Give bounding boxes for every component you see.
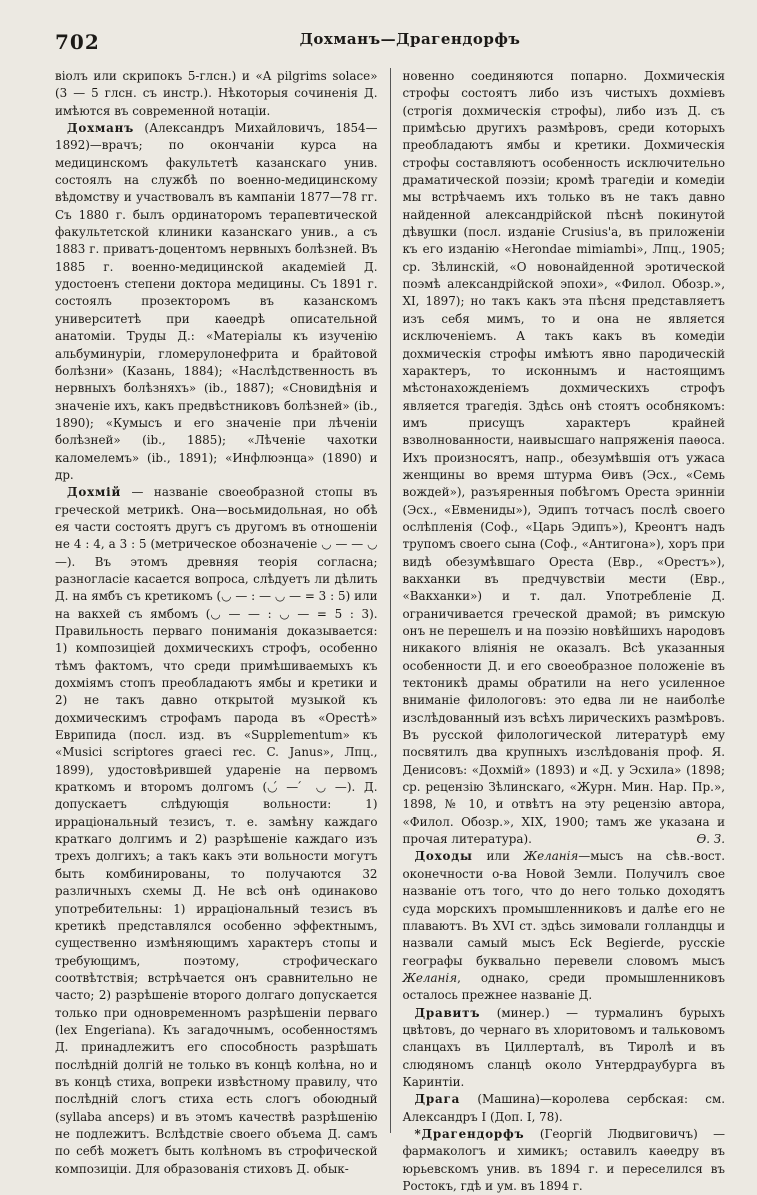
alt-name: Желанія (402, 970, 458, 985)
author-signature: Ѳ. З. (696, 832, 725, 847)
entry-text: — названіе своеобразной стопы въ греческой метрикѣ. Она—восьмидольная, но обѣ ея части состоятъ другъ съ другомъ въ отношеніи не 4 : 4, а 3 : 5 (метрическое обозначеніе ◡ — — ◡ —). Въ этомъ древняя теорія согласна; разногласіе касается вопроса, слѣдуетъ ли дѣлить Д. на ямбъ съ кретикомъ (◡ — : — ◡ — = 3 : 5) или на вакхей съ ямбомъ (◡ — — : ◡ — = 5 : 3). Правильность перваго пониманія доказывается: 1) композиціей дохмическихъ строфъ, особенно тѣмъ фактомъ, что среди примѣшиваемыхъ къ дохміямъ стопъ преобладаютъ ямбы и кретики и 2) не такъ давно открытой музыкой къ дохмическимъ строфамъ парода въ «Орестѣ» Еврипида (посл. изд. въ «Supplementum» къ «Musici scriptores graeci rec. C. Janus», Лпц., 1899), удостовѣрившей удареніе на первомъ краткомъ и второмъ долгомъ (◡́ — ́ ◡ —). Д. допускаетъ слѣдующія вольности: 1) ирраціональный тезисъ, т. е. замѣну каждаго краткаго долгимъ и 2) разрѣшеніе каждаго изъ трехъ долгихъ; а такъ какъ эти вольности могутъ быть комбинированы, то получаются 32 различныхъ схемы Д. Не всѣ онѣ одинаково употребительны: 1) ирраціональный тезисъ въ кретикѣ представлялся особенно эффектнымъ, существенно измѣняющимъ характеръ стопы и требующимъ, поэтому, строфическаго соотвѣтствія; встрѣчается онъ сравнительно не часто; 2) разрѣшеніе второго долгаго допускается только при одновременномъ разрѣшеніи перваго (lex Engeriana). Къ загадочнымъ, особенностямъ Д. принадлежитъ его способность разрѣшать послѣдній долгій не только въ концѣ колѣна, но и въ концѣ стиха, вопреки извѣстному правилу, что послѣдній слогъ стиха есть слогъ обоюдный (syllaba anceps) и въ этомъ качествѣ разрѣшенію не подлежитъ. Вслѣдствіе своего объема Д. самъ по себѣ можетъ быть колѣномъ въ строфической композиціи. Для образованія стиховъ Д. обык- (55, 485, 378, 1176)
continued-paragraph (403, 68, 726, 848)
right-column (402, 68, 726, 1193)
entry-text: новенно соединяются попарно. Дохмическія строфы состоятъ либо изъ чистыхъ дохміевъ (строгія дохмическія строфы), либо изъ Д. съ примѣсью другихъ размѣровъ, среди которыхъ преобладаютъ ямбы и кретики. Дохмическія строфы составляютъ особенность исключительно драматической поэзіи; кромѣ трагедіи и комедіи мы встрѣчаемъ ихъ только въ не такъ давно найденной александрійской пѣснѣ покинутой дѣвушки (посл. изданіе Crusius'а, въ приложеніи къ его изданію «Herondae mimiambi», Лпц., 1905; ср. Зѣлинскій, «О новонайденной эротической поэмѣ александрійской эпохи», «Филол. Обозр.», XI, 1897); но такъ какъ эта пѣсня представляетъ изъ себя мимъ, то и она не является исключеніемъ. А такъ какъ въ комедіи дохмическія строфы имѣютъ явно пародическій характеръ, то исконнымъ и настоящимъ мѣстонахожденіемъ дохмическихъ строфъ является трагедія. Здѣсь онѣ стоятъ особнякомъ: имъ присущъ характеръ крайней взволнованности, наивысшаго напряженія паѳоса. Ихъ произносятъ, напр., обезумѣвшія отъ ужаса женщины во время штурма Ѳивъ (Эсх., «Семь вождей»), разъяренныя побѣгомъ Ореста эринніи (Эсх., «Евмениды»), Эдипъ тотчасъ послѣ своего ослѣпленія (Соф., «Царь Эдипъ»), Креонтъ надъ трупомъ своего сына (Соф., «Антигона»), хоръ при видѣ обезумѣвшаго Ореста (Евр., «Орестъ»), вакханки въ предчувствіи мести (Евр., «Вакханки») и т. дал. Употребленіе Д. ограничивается греческой драмой; въ римскую онъ не перешелъ и на поэзію новѣйшихъ народовъ никакого вліянія не оказалъ. Всѣ указанныя особенности Д. и его своеобразное положеніе въ тектоникѣ драмы обратили на него усиленное вниманіе филологовъ: это едва ли не наиболѣе изслѣдованный изъ всѣхъ лирическихъ размѣровъ. Въ русской филологической литературѣ ему посвятилъ два крупныхъ изслѣдованія проф. Я. Денисовъ: «Дохмій» (1893) и «Д. у Эсхила» (1898; ср. рецензію Зѣлинскаго, «Журн. Мин. Нар. Пр.», 1898, № 10, и отвѣтъ на эту рецензію автора, «Филол. Обозр.», XIX, 1900; тамъ же указана и прочая литература). (402, 69, 725, 847)
entry-draga (403, 1091, 726, 1126)
entry-dochman (55, 120, 378, 484)
page-header (55, 30, 725, 64)
headword: Дохманъ (67, 121, 135, 136)
entry-text: или (472, 849, 524, 864)
column-divider (390, 68, 391, 1133)
entry-dragendorf (403, 1126, 726, 1195)
left-column (55, 68, 378, 1176)
headword: *Драгендорфъ (414, 1126, 525, 1141)
entry-text: (Машина)—королева сербская: см. Александръ I (Доп. I, 78). (402, 1092, 725, 1124)
entry-text: (Георгій Людвиговичъ) —фармакологъ и химикъ; оставилъ каѳедру въ юрьевскомъ унив. въ 1894 г. и переселился въ Ростокъ, гдѣ и ум. въ 1894 г. (402, 1126, 725, 1193)
headword: Дравитъ (414, 1005, 481, 1020)
entry-text: (минер.) — турмалинъ бурыхъ цвѣтовъ, до чернаго въ хлоритовомъ и тальковомъ сланцахъ въ Циллерталѣ, въ Тиролѣ и въ слюдяномъ сланцѣ около Унтердраубурга въ Каринтіи. (402, 1005, 725, 1089)
entry-dravit (403, 1005, 726, 1092)
entry-text: (Александръ Михайловичъ, 1854—1892)—врачъ; по окончаніи курса на медицинскомъ факультетѣ казанскаго унив. состоялъ на службѣ по военно-медицинскому вѣдомству и участвовалъ въ кампаніи 1877—78 гг. Съ 1880 г. былъ ординаторомъ терапевтической факультетской клиники казанскаго унив., а съ 1883 г. приватъ-доцентомъ нервныхъ болѣзней. Въ 1885 г. военно-медицинской академіей Д. удостоенъ степени доктора медицины. Съ 1891 г. состоялъ прозекторомъ въ казанскомъ университетѣ при каѳедрѣ описательной анатоміи. Труды Д.: «Матеріалы къ изученію альбуминуріи, гломерулонефрита и брайтовой болѣзни» (Казань, 1884); «Наслѣдственность въ нервныхъ болѣзняхъ» (ib., 1887); «Сновидѣнія и значеніе ихъ, какъ предвѣстниковъ болѣзней» (ib., 1890); «Кумысъ и его значеніе при лѣченіи болѣзней» (ib., 1885); «Лѣченіе чахотки каломелемъ» (ib., 1891); «Инфлюэнца» (1890) и др. (55, 121, 378, 482)
entry-dokhody (403, 848, 726, 1004)
entry-text: , однако, среди промышленниковъ осталось прежнее названіе Д. (402, 970, 725, 1003)
text-columns (55, 68, 725, 1193)
page-number: 702 (55, 30, 100, 54)
headword: Драга (414, 1092, 461, 1107)
continued-paragraph: віолъ или скрипокъ 5-глсн.) и «A pilgrims solace» (3 — 5 глсн. съ инстр.). Нѣкоторыя сочиненія Д. имѣются въ современной нотаціи. (55, 69, 378, 118)
headword: Дохмій (67, 485, 122, 500)
alt-name: Желанія (523, 849, 579, 864)
running-title: Дохманъ—Драгендорфъ (299, 30, 521, 48)
entry-dochmiy (55, 484, 378, 1178)
entry-text: —мысъ на сѣв.-вост. оконечности о-ва Новой Земли. Получилъ свое названіе отъ того, что до него только доходятъ суда морскихъ промышленниковъ и далѣе его не плаваютъ. Въ XVI ст. здѣсь зимовали голландцы и назвали самый мысъ Eck Begierde, русскіе географы буквально перевели словомъ мысъ (402, 849, 725, 968)
headword: Доходы (414, 849, 473, 864)
